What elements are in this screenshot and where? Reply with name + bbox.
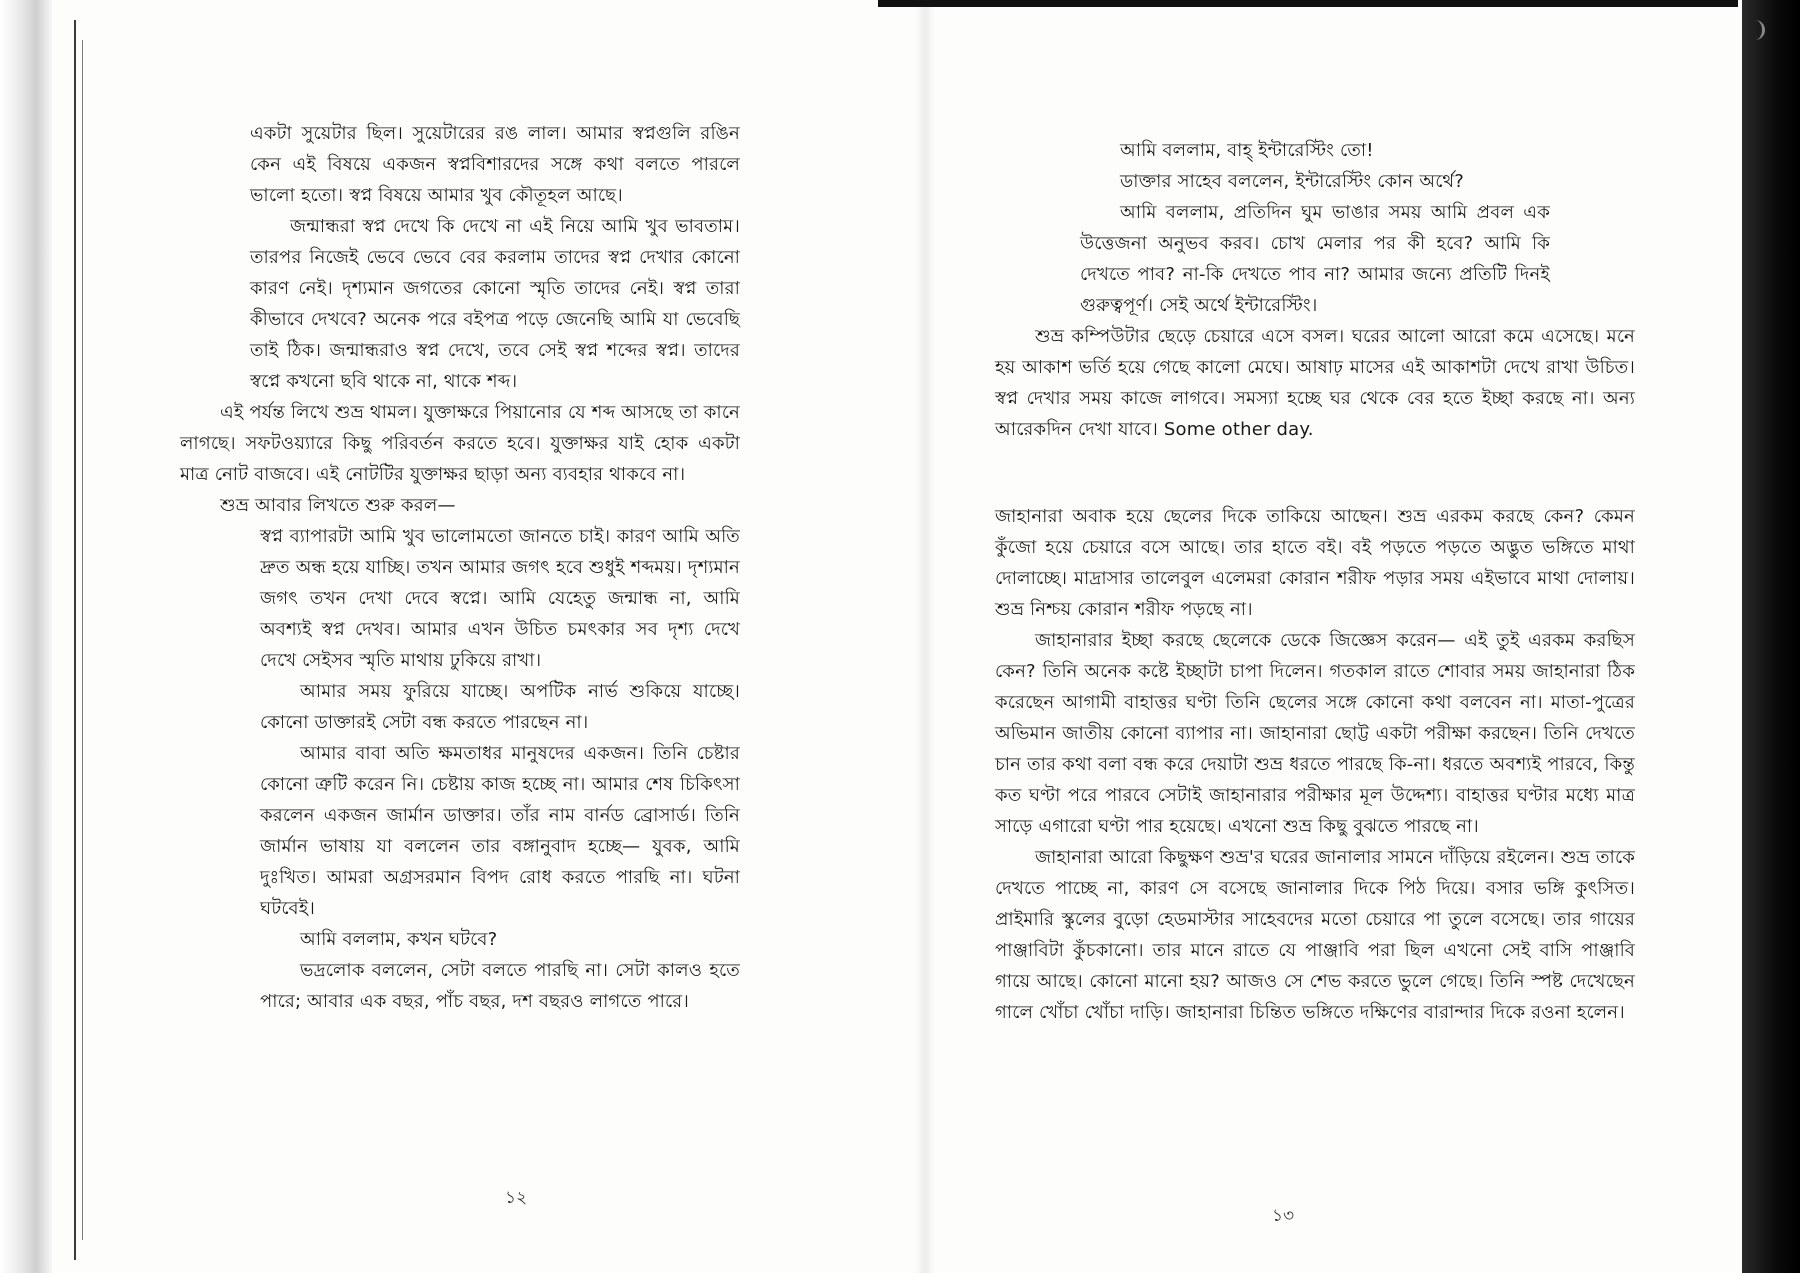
paragraph: আমি বললাম, প্রতিদিন ঘুম ভাঙার সময় আমি প্রবল এক উত্তেজনা অনুভব করব। চোখ মেলার পর কী হবে? আমি কি দেখতে পাব? না-কি দেখতে পাব না? আমার জন্যে প্রতিটি দিনই গুরুত্বপূর্ণ। সেই অর্থে ইন্টারেস্টিং। — [1080, 202, 1550, 316]
paragraph: স্বপ্ন ব্যাপারটা আমি খুব ভালোমতো জানতে চাই। কারণ আমি অতি দ্রুত অন্ধ হয়ে যাচ্ছি। তখন আমার জগৎ হবে শুধুই শব্দময়। দৃশ্যমান জগৎ তখন দেখা দেবে স্বপ্নে। আমি যেহেতু জন্মান্ধ না, আমি অবশ্যই স্বপ্ন দেখব। আমার এখন উচিত চমৎকার সব দৃশ্য দেখে দেখে সেইসব স্মৃতি মাথায় ঢুকিয়ে রাখা। — [260, 526, 740, 671]
book-gutter — [915, 0, 935, 1273]
paragraph: ডাক্তার সাহেব বললেন, ইন্টারেস্টিং কোন অর্থে? — [1120, 171, 1465, 192]
paragraph: শুভ্র আবার লিখতে শুরু করল— — [220, 495, 456, 516]
binding-line — [74, 20, 76, 1260]
paragraph: আমার বাবা অতি ক্ষমতাধর মানুষদের একজন। তিনি চেষ্টার কোনো ত্রুটি করেন নি। চেষ্টায় কাজ হচ্ছে না। আমার শেষ চিকিৎসা করলেন একজন জার্মান ডাক্তার। তাঁর নাম বার্নড ব্রোসার্ড। তিনি জার্মান ভাষায় যা বললেন তার বঙ্গানুবাদ হচ্ছে— যুবক, আমি দুঃখিত। আমরা অগ্রসরমান বিপদ রোধ করতে পারছি না। ঘটনা ঘটবেই। — [260, 743, 740, 919]
page-number-left: ১২ — [505, 1188, 528, 1208]
scan-top-edge — [878, 0, 1738, 7]
paragraph: জাহানারার ইচ্ছা করছে ছেলেকে ডেকে জিজ্ঞেস করেন— এই তুই এরকম করছিস কেন? তিনি অনেক কষ্টে ইচ্ছাটা চাপা দিলেন। গতকাল রাতে শোবার সময় জাহানারা ঠিক করেছেন আগামী বাহাত্তর ঘণ্টা তিনি ছেলের সঙ্গে কোনো কথা বলবেন না। মাতা-পুত্রের অভিমান জাতীয় কোনো ব্যাপার না। জাহানারা ছোট্ট একটা পরীক্ষা করছেন। তিনি দেখতে চান তার কথা বলা বন্ধ করে দেয়াটা শুভ্র ধরতে পারছে কি-না। ধরতে অবশ্যই পারবে, কিন্তু কত ঘণ্টা পরে পারবে সেটাই জাহানারার পরীক্ষার মূল উদ্দেশ্য। বাহাত্তর ঘণ্টার মধ্যে মাত্র সাড়ে এগারো ঘণ্টা পার হয়েছে। এখনো শুভ্র কিছু বুঝতে পারছে না। — [995, 630, 1635, 837]
paragraph: জন্মান্ধরা স্বপ্ন দেখে কি দেখে না এই নিয়ে আমি খুব ভাবতাম। তারপর নিজেই ভেবে ভেবে বের করলাম তাদের স্বপ্ন দেখার কোনো কারণ নেই। দৃশ্যমান জগতের কোনো স্মৃতি তাদের নেই। স্বপ্ন তারা কীভাবে দেখবে? অনেক পরে বইপত্র পড়ে জেনেছি আমি যা ভেবেছি তাই ঠিক। জন্মান্ধরাও স্বপ্ন দেখে, তবে সেই স্বপ্ন শব্দের স্বপ্ন। তাদের স্বপ্নে কখনো ছবি থাকে না, থাকে শব্দ। — [250, 216, 740, 392]
right-page — [995, 135, 1635, 1028]
paragraph: আমি বললাম, বাহ্‌ ইন্টারেস্টিং তো! — [1120, 140, 1374, 161]
scan-edge-left — [0, 0, 52, 1273]
narration-block — [180, 397, 740, 521]
paragraph: ভদ্রলোক বললেন, সেটা বলতে পারছি না। সেটা কালও হতে পারে; আবার এক বছর, পাঁচ বছর, দশ বছরও লাগতে পারে। — [260, 960, 740, 1012]
paragraph: এই পর্যন্ত লিখে শুভ্র থামল। যুক্তাক্ষরে পিয়ানোর যে শব্দ আসছে তা কানে লাগছে। সফটওয়্যারে কিছু পরিবর্তন করতে হবে। যুক্তাক্ষর যাই হোক একটা মাত্র নোট বাজবে। এই নোটটির যুক্তাক্ষর ছাড়া অন্য ব্যবহার থাকবে না। — [180, 402, 740, 485]
paragraph: জাহানারা আরো কিছুক্ষণ শুভ্র'র ঘরের জানালার সামনে দাঁড়িয়ে রইলেন। শুভ্র তাকে দেখতে পাচ্ছে না, কারণ সে বসেছে জানালার দিকে পিঠ দিয়ে। বসার ভঙ্গি কুৎসিত। প্রাইমারি স্কুলের বুড়ো হেডমাস্টার সাহেবদের মতো চেয়ারে পা তুলে বসেছে। তার গায়ের পাঞ্জাবিটা কুঁচকানো। তার মানে রাতে যে পাঞ্জাবি পরা ছিল এখনো সেই বাসি পাঞ্জাবি গায়ে আছে। কোনো মানো হয়? আজও সে শেভ করতে ভুলে গেছে। তিনি স্পষ্ট দেখেছেন গালে খোঁচা খোঁচা দাড়ি। জাহানারা চিন্তিত ভঙ্গিতে দক্ষিণের বারান্দার দিকে রওনা হলেন। — [995, 847, 1635, 1023]
left-page — [180, 118, 740, 1017]
paragraph: শুভ্র কম্পিউটার ছেড়ে চেয়ারে এসে বসল। ঘরের আলো আরো কমে এসেছে। মনে হয় আকাশ ভর্তি হয়ে গেছে কালো মেঘে। আষাঢ় মাসের এই আকাশটা দেখে রাখা উচিত। স্বপ্ন দেখার সময় কাজে লাগবে। সমস্যা হচ্ছে ঘর থেকে বের হতে ইচ্ছা করছে না। অন্য আরেকদিন দেখা যাবে। Some other day. — [995, 326, 1635, 440]
scan-edge-right — [1742, 0, 1800, 1273]
letter-block-3 — [995, 135, 1635, 321]
paragraph: আমার সময় ফুরিয়ে যাচ্ছে। অপটিক নার্ভ শুকিয়ে যাচ্ছে। কোনো ডাক্তারই সেটা বন্ধ করতে পারছেন না। — [260, 681, 740, 733]
letter-block-1 — [180, 118, 740, 397]
paragraph: আমি বললাম, কখন ঘটবে? — [300, 929, 498, 950]
binding-line-secondary — [82, 40, 83, 1240]
section-break — [995, 445, 1635, 501]
paragraph: একটা সুয়েটার ছিল। সুয়েটারের রঙ লাল। আমার স্বপ্নগুলি রঙিন কেন এই বিষয়ে একজন স্বপ্নবিশারদের সঙ্গে কথা বলতে পারলে ভালো হতো। স্বপ্ন বিষয়ে আমার খুব কৌতূহল আছে। — [250, 123, 740, 206]
letter-block-2 — [180, 521, 740, 1017]
page-number-right: ১৩ — [1272, 1206, 1295, 1226]
paragraph: জাহানারা অবাক হয়ে ছেলের দিকে তাকিয়ে আছেন। শুভ্র এরকম করছে কেন? কেমন কুঁজো হয়ে চেয়ারে বসে আছে। তার হাতে বই। বই পড়তে পড়তে অদ্ভুত ভঙ্গিতে মাথা দোলাচ্ছে। মাদ্রাসার তালেবুল এলেমরা কোরান শরীফ পড়ার সময় এইভাবে মাথা দোলায়। শুভ্র নিশ্চয় কোরান শরীফ পড়ছে না। — [995, 506, 1635, 620]
